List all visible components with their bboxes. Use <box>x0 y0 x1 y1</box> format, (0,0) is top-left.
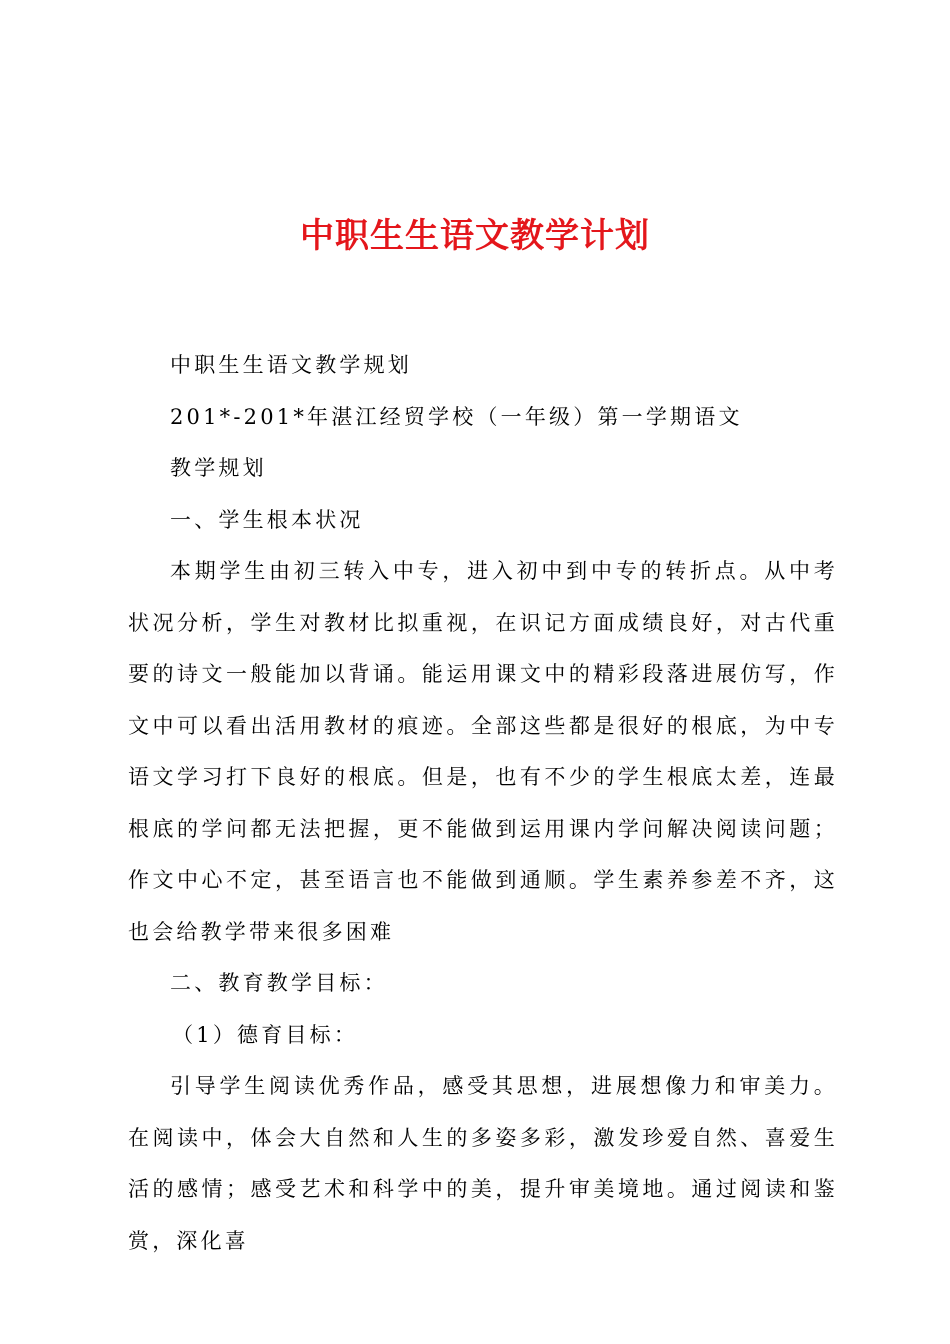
paragraph-student-status: 本期学生由初三转入中专，进入初中到中专的转折点。从中考状况分析，学生对教材比拟重视，在识记方面成绩良好，对古代重要的诗文一般能加以背诵。能运用课文中的精彩段落进展仿写，作文中可以看出活用教材的痕迹。全部这些都是很好的根底，为中专语文学习打下良好的根底。但是，也有不少的学生根底太差，连最根底的学问都无法把握，更不能做到运用课内学问解决阅读问题；作文中心不定，甚至语言也不能做到通顺。学生素养参差不齐，这也会给教学带来很多困难 <box>128 559 838 944</box>
document-title: 中职生生语文教学计划 <box>300 216 650 256</box>
paragraph-moral-goals: 引导学生阅读优秀作品，感受其思想，进展想像力和审美力。在阅读中，体会大自然和人生的多姿多彩，激发珍爱自然、喜爱生活的感情；感受艺术和科学中的美，提升审美境地。通过阅读和鉴赏，深化喜 <box>128 1074 838 1253</box>
paragraph-plan-heading: 中职生生语文教学规划 <box>170 353 412 377</box>
paragraph-school-term: 201*-201*年湛江经贸学校（一年级）第一学期语文 <box>170 404 743 429</box>
section-heading-teaching-goals: 二、教育教学目标： <box>170 971 388 995</box>
document-body <box>128 340 838 1267</box>
subheading-moral-goals: （1）德育目标： <box>172 1022 359 1047</box>
section-heading-student-status: 一、学生根本状况 <box>170 507 364 532</box>
paragraph-plan-subheading: 教学规划 <box>170 456 267 480</box>
